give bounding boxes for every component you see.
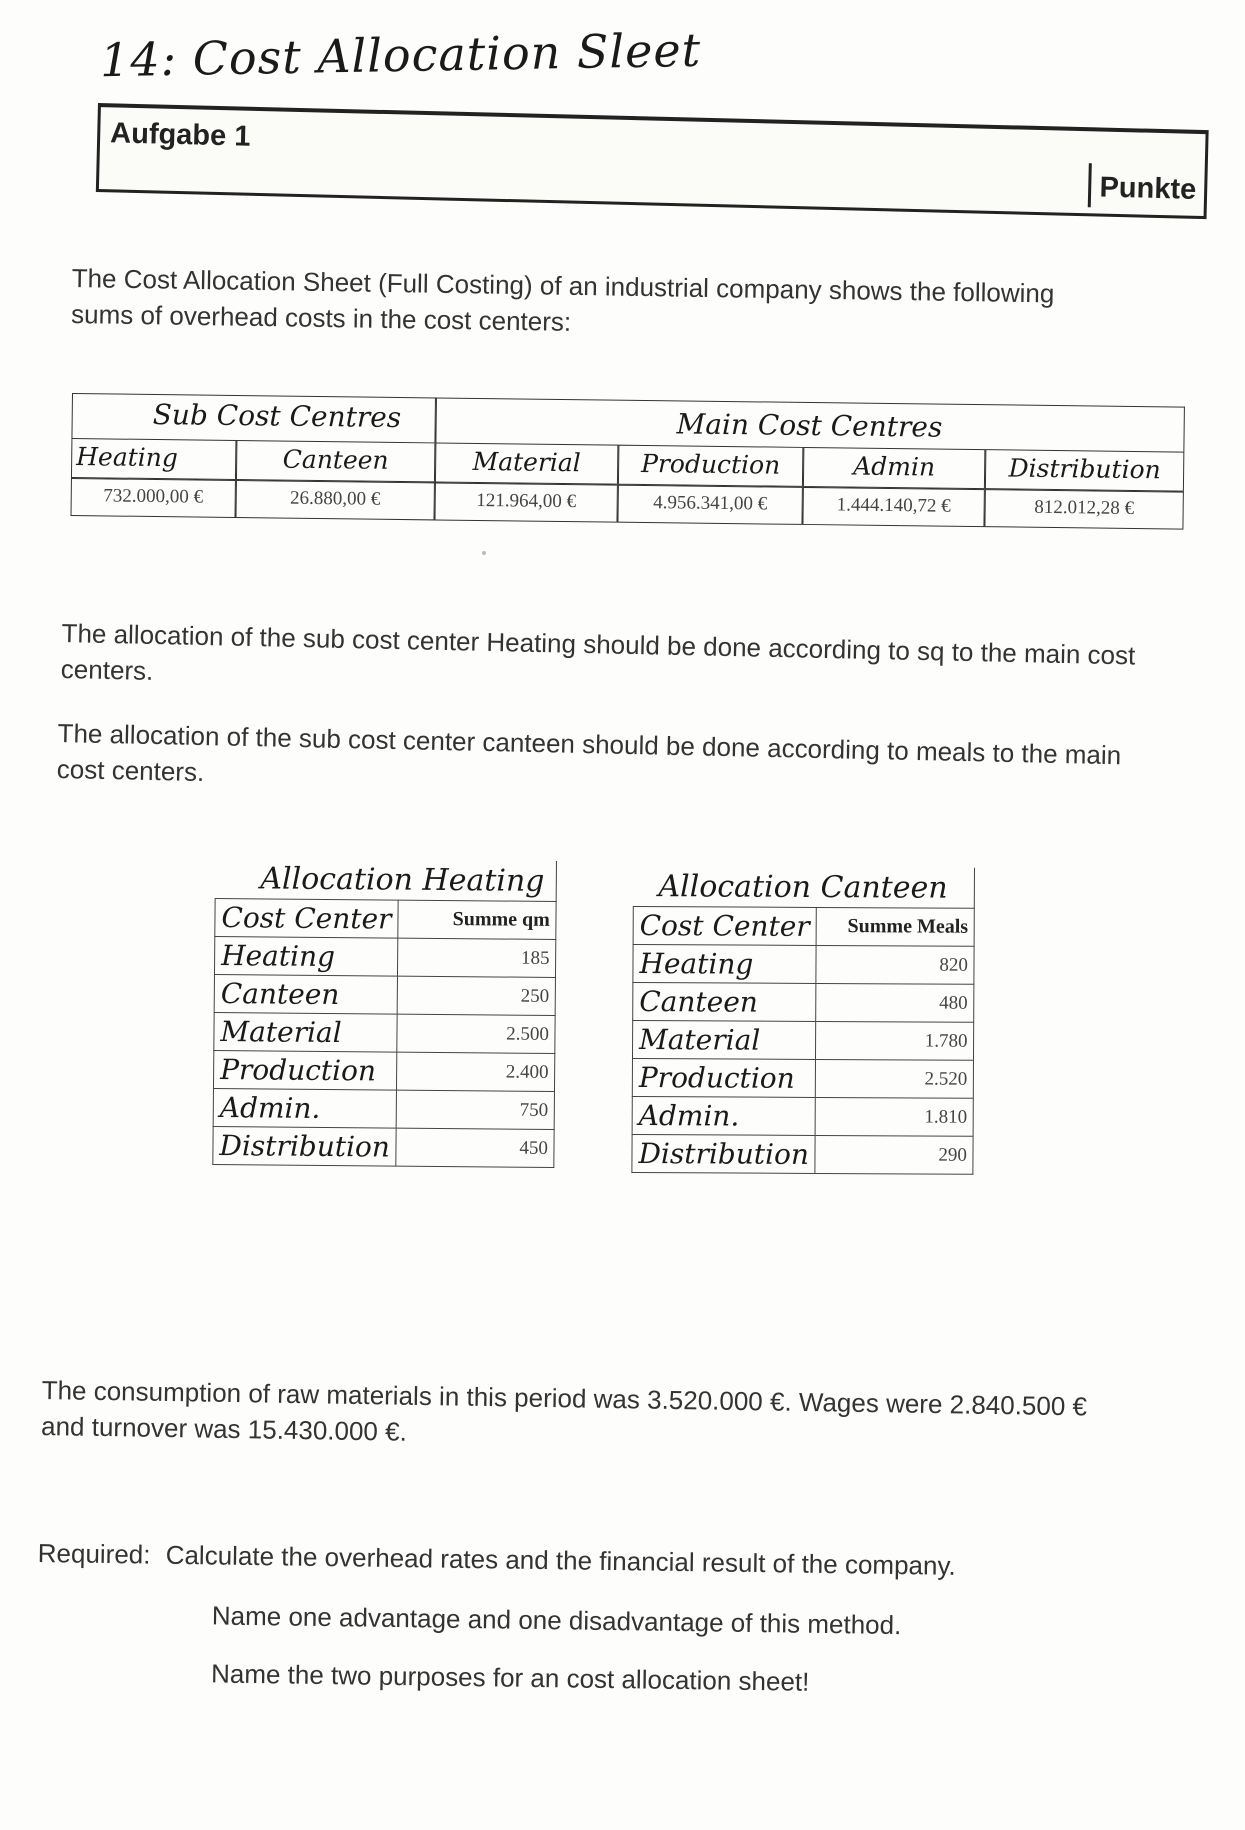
main-cost-centres-label: Main Cost Centres	[676, 407, 943, 444]
sub-cost-centres-label: Sub Cost Centres	[152, 397, 402, 435]
required-block	[36, 1535, 1138, 1720]
table-row: Canteen 250	[214, 974, 556, 1015]
canteen-col-value: Summe Meals	[817, 907, 975, 946]
overhead-cost-table	[70, 393, 1185, 542]
task-header-box	[96, 103, 1209, 219]
scan-speck	[482, 551, 486, 555]
required-line-1: Calculate the overhead rates and the financial result of the company.	[165, 1539, 956, 1581]
canteen-col-center: Cost Center	[633, 907, 817, 946]
heating-allocation-text: The allocation of the sub cost center Heating should be done according to sq to the main cost centers.	[60, 617, 1136, 686]
header-heating: Heating	[71, 438, 236, 480]
sub-cost-centres-group	[71, 393, 436, 442]
header-canteen: Canteen	[236, 440, 435, 482]
table-row: Heating 185	[214, 937, 556, 978]
table-row: Production 2.520	[632, 1059, 974, 1099]
points-label: Punkte	[1088, 163, 1197, 210]
value-distribution: 812.012,28 €	[984, 489, 1183, 529]
value-heating: 732.000,00 €	[70, 478, 235, 518]
table-row: Material 1.780	[632, 1021, 974, 1061]
table-row: Admin. 750	[213, 1088, 555, 1129]
canteen-table-caption: Allocation Canteen	[633, 866, 975, 908]
task-label: Aufgabe 1	[109, 117, 251, 153]
intro-text: The Cost Allocation Sheet (Full Costing) of an industrial company shows the following sums of overhead costs in the cost centers:	[70, 262, 1055, 337]
table-row: Distribution 450	[213, 1126, 555, 1167]
heating-col-center: Cost Center	[215, 899, 399, 939]
canteen-allocation-text: The allocation of the sub cost center canteen should be done according to meals to the main cost centers.	[56, 717, 1122, 788]
value-admin: 1.444.140,72 €	[802, 487, 984, 527]
header-production: Production	[618, 445, 803, 487]
header-material: Material	[435, 442, 618, 484]
required-line-2: Name one advantage and one disadvantage of this method.	[211, 1600, 902, 1641]
table-row: Canteen 480	[633, 983, 975, 1023]
required-line-3: Name the two purposes for an cost allocation sheet!	[210, 1658, 810, 1697]
table-row: Admin. 1.810	[632, 1096, 974, 1136]
heating-col-value: Summe qm	[398, 900, 556, 939]
header-admin: Admin	[803, 447, 985, 489]
table-row: Heating 820	[633, 945, 975, 985]
table-row: Distribution 290	[632, 1134, 974, 1174]
heating-table-caption: Allocation Heating	[215, 858, 557, 901]
page-title: 14: Cost Allocation Sleet	[99, 22, 702, 88]
value-canteen: 26.880,00 €	[235, 480, 434, 520]
value-material: 121.964,00 €	[434, 482, 617, 522]
value-production: 4.956.341,00 €	[617, 485, 802, 525]
heating-allocation-table	[212, 858, 557, 1168]
required-label: Required:	[37, 1537, 151, 1570]
consumption-text: The consumption of raw materials in this period was 3.520.000 €. Wages were 2.840.500 € and turnover was 15.430.000 €.	[40, 1374, 1088, 1447]
canteen-allocation-table	[631, 866, 975, 1175]
header-distribution: Distribution	[985, 449, 1184, 491]
table-row: Material 2.500	[214, 1012, 556, 1053]
table-row: Production 2.400	[213, 1050, 555, 1091]
